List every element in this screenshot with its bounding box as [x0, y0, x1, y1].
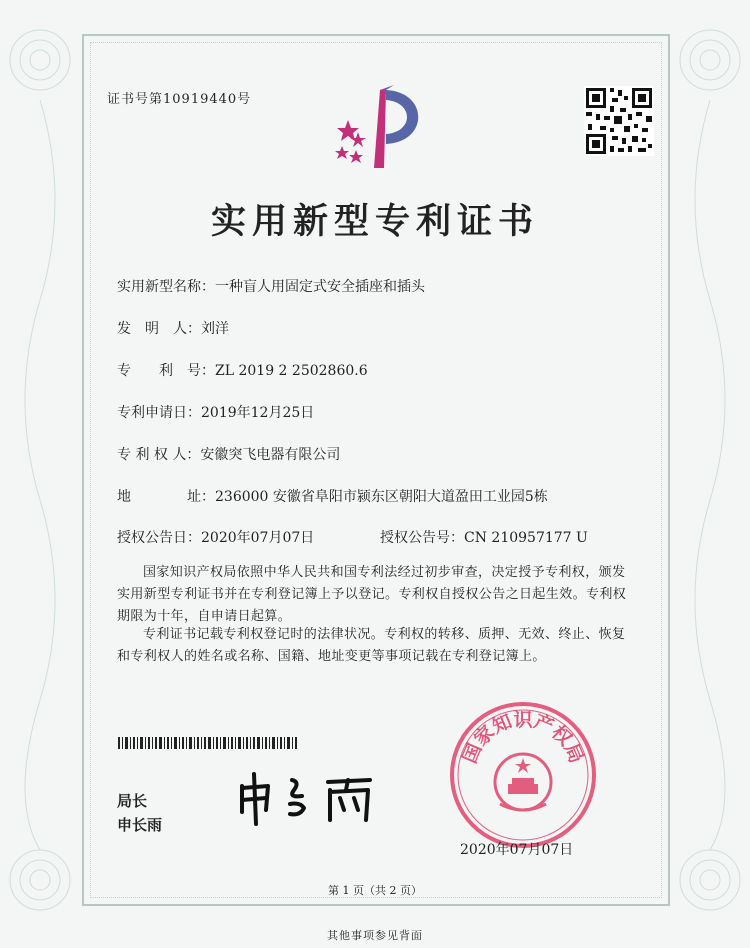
guilloche-decoration-right	[660, 0, 750, 948]
field-value: CN 210957177 U	[464, 530, 588, 546]
barcode-icon	[118, 737, 298, 749]
official-seal	[448, 700, 598, 850]
paragraph-legal-status: 专利证书记载专利权登记时的法律状况。专利权的转移、质押、无效、终止、恢复和专利权人的姓名或名称、国籍、地址变更等事项记载在专利登记簿上。	[117, 627, 626, 664]
field-value: 一种盲人用固定式安全插座和插头	[215, 279, 425, 295]
national-emblem-icon	[495, 754, 551, 810]
field-address	[117, 486, 548, 506]
handwritten-signature	[230, 768, 390, 828]
field-label: 授权公告号：	[380, 530, 464, 546]
guilloche-decoration-left	[0, 0, 90, 948]
signatory-name: 申长雨	[117, 816, 163, 834]
cnipa-logo-icon	[334, 80, 434, 170]
paragraph-grant-statement: 国家知识产权局依照中华人民共和国专利法经过初步审查，决定授予专利权，颁发实用新型专利证书并在专利登记簿上予以登记。专利权自授权公告之日起生效。专利权期限为十年，自申请日起算。	[117, 565, 627, 624]
field-inventor	[117, 318, 229, 338]
seal-date: 2020年07月07日	[460, 842, 574, 858]
field-patent-number	[117, 360, 368, 380]
certificate-title: 实用新型专利证书	[210, 201, 539, 242]
signatory-title: 局长	[117, 792, 148, 810]
page-number: 第 1 页（共 2 页）	[328, 884, 422, 897]
svg-text:国家知识产权局	[459, 708, 588, 766]
field-label: 发 明 人：	[117, 321, 201, 337]
field-application-date	[117, 402, 314, 422]
field-value: 刘洋	[201, 321, 229, 337]
footer-note: 其他事项参见背面	[327, 929, 423, 942]
field-grant-announcement-date	[117, 527, 314, 547]
field-utility-model-name	[117, 276, 425, 296]
field-label: 授权公告日：	[117, 530, 201, 546]
field-patentee	[117, 444, 340, 464]
field-label: 实用新型名称：	[117, 279, 215, 295]
certificate-number: 证书号第10919440号	[107, 92, 252, 107]
field-grant-announcement-number	[380, 527, 588, 547]
field-value: 2020年07月07日	[201, 530, 315, 546]
field-value: ZL 2019 2 2502860.6	[215, 363, 368, 379]
seal-text: 国家知识产权局	[458, 709, 588, 767]
field-label: 专利申请日：	[117, 405, 201, 421]
field-value: 安徽突飞电器有限公司	[200, 447, 341, 463]
field-label: 专 利 权 人：	[117, 447, 201, 463]
field-label: 专 利 号：	[117, 363, 215, 379]
field-value: 2019年12月25日	[201, 405, 315, 421]
field-label: 地 址：	[117, 489, 215, 505]
field-value: 236000 安徽省阜阳市颍东区朝阳大道盈田工业园5栋	[215, 489, 548, 505]
qr-code-icon	[584, 86, 654, 156]
